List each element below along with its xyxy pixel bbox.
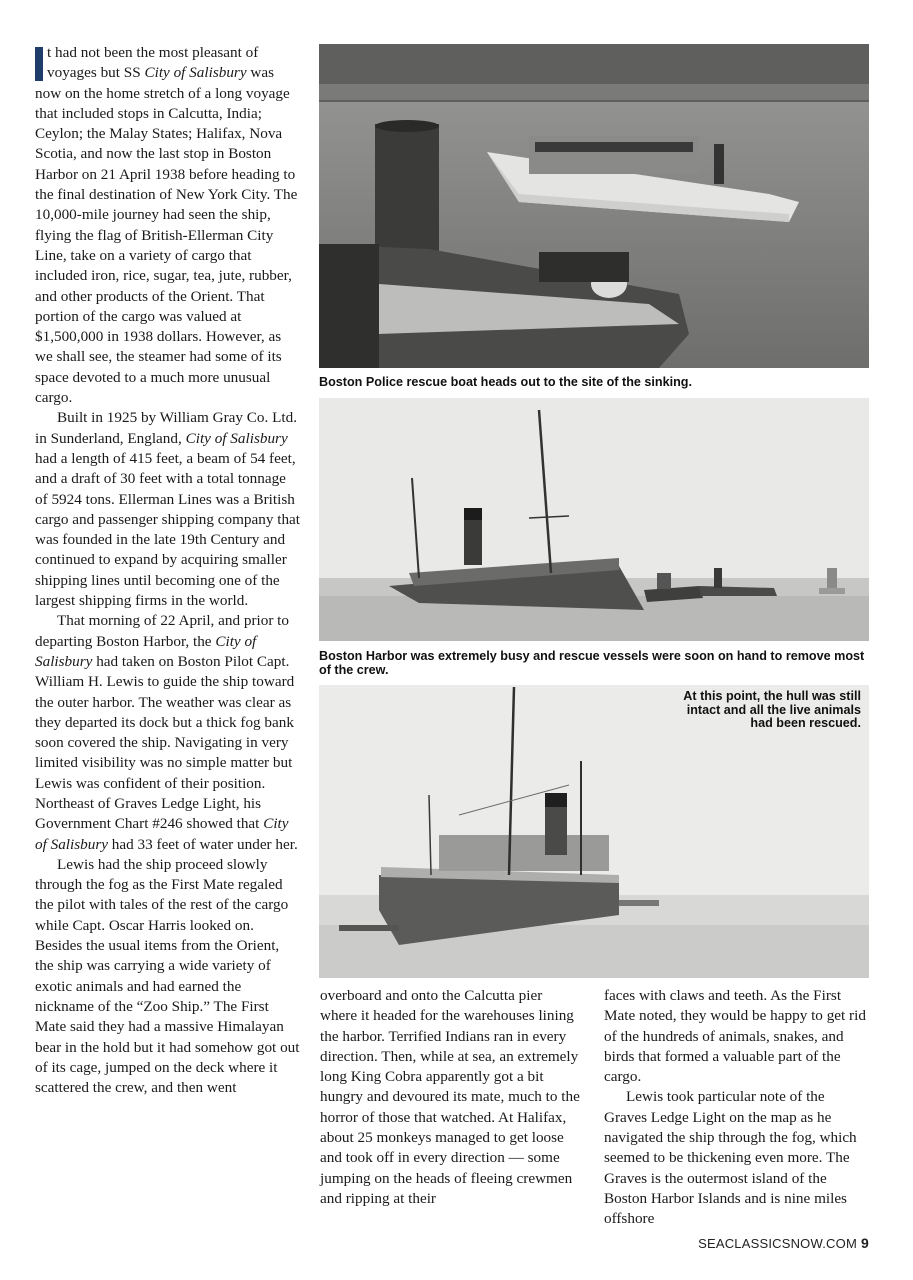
caption-photo-2: Boston Harbor was extremely busy and rescue vessels were soon on hand to remove most of the crew. bbox=[319, 649, 865, 677]
page-footer bbox=[698, 1235, 869, 1251]
paragraph-2: Built in 1925 by William Gray Co. Ltd. in Sunderland, England, City of Salisbury had a length of 415 feet, a beam of 54 feet, and a draft of 30 feet with a total tonnage of 5924 tons. Ellerman Lines was a British cargo and passenger shipping company that was founded in the late 19th Century and continued to expand by acquiring smaller shipping lines until becoming one of the largest shipping firms in the world. bbox=[35, 409, 301, 610]
caption-photo-3: At this point, the hull was still intact and all the live animals had been rescued. bbox=[683, 689, 861, 730]
body-column-1 bbox=[35, 43, 300, 1098]
body-column-2 bbox=[320, 986, 582, 1209]
paragraph-5: overboard and onto the Calcutta pier where it headed for the warehouses lining the harbor. Terrified Indians ran in every direction. Then, while at sea, an extremely long King Cobra apparently got a bit hungry and devoured its mate, much to the horror of those that watched. At Halifax, about 25 monkeys managed to get loose and took off in every direction — some jumping on the heads of fleeing crewmen and ripping at their bbox=[320, 987, 580, 1207]
photo-hull-intact bbox=[319, 685, 869, 978]
drop-cap-initial bbox=[35, 47, 43, 81]
paragraph-7: Lewis took particular note of the Graves Ledge Light on the map as he navigated the ship through the fog, which seemed to be thickening even more. The Graves is the outermost island of the Boston Harbor Islands and is nine miles offshore bbox=[604, 1088, 857, 1228]
caption-photo-1: Boston Police rescue boat heads out to the site of the sinking. bbox=[319, 375, 692, 389]
paragraph-3: That morning of 22 April, and prior to departing Boston Harbor, the City of Salisbury had taken on Boston Pilot Capt. William H. Lewis to guide the ship toward the outer harbor. The weather was clear as they departed its dock but a thick fog bank soon covered the ship. Navigating in very limited visibility was no simple matter but Lewis was confident of their position. Northeast of Graves Ledge Light, his Government Chart #246 showed that City of Salisbury had 33 feet of water under her. bbox=[35, 612, 298, 853]
paragraph-6: faces with claws and teeth. As the First Mate noted, they would be happy to get rid of the hundreds of animals, snakes, and birds that formed a valuable part of the cargo. bbox=[604, 987, 866, 1086]
paragraph-4: Lewis had the ship proceed slowly through the fog as the First Mate regaled the pilot with tales of the rest of the cargo while Capt. Oscar Harris looked on. Besides the usual items from the Orient, the ship was carrying a wide variety of exotic animals and had earned the nickname of the “Zoo Ship.” The First Mate said they had a massive Himalayan bear in the hold but it had somehow got out of its cage, jumped on the deck where it scattered the crew, and then went bbox=[35, 855, 300, 1097]
footer-site: SEACLASSICSNOW.COM bbox=[698, 1236, 857, 1251]
paragraph-1: t had not been the most pleasant of voyages but SS City of Salisbury was now on the home stretch of a long voyage that included stops in Calcutta, India; Ceylon; the Malay States; Halifax, Nova Scotia, and now the last stop in Boston Harbor on 21 April 1938 before heading to the final destination of New York City. The 10,000-mile journey had seen the ship, flying the flag of British-Ellerman City Line, take on a variety of cargo that included iron, rice, sugar, tea, jute, rubber, and other products of the Orient. That portion of the cargo was valued at $1,500,000 in 1938 dollars. However, as we shall see, the steamer had some of its space devoted to a much more unusual cargo. bbox=[35, 44, 298, 407]
photo-sinking-ship-rescue-vessels bbox=[319, 398, 869, 641]
page-number: 9 bbox=[861, 1235, 869, 1251]
photo-police-rescue-boat bbox=[319, 44, 869, 368]
body-column-3 bbox=[604, 986, 870, 1230]
